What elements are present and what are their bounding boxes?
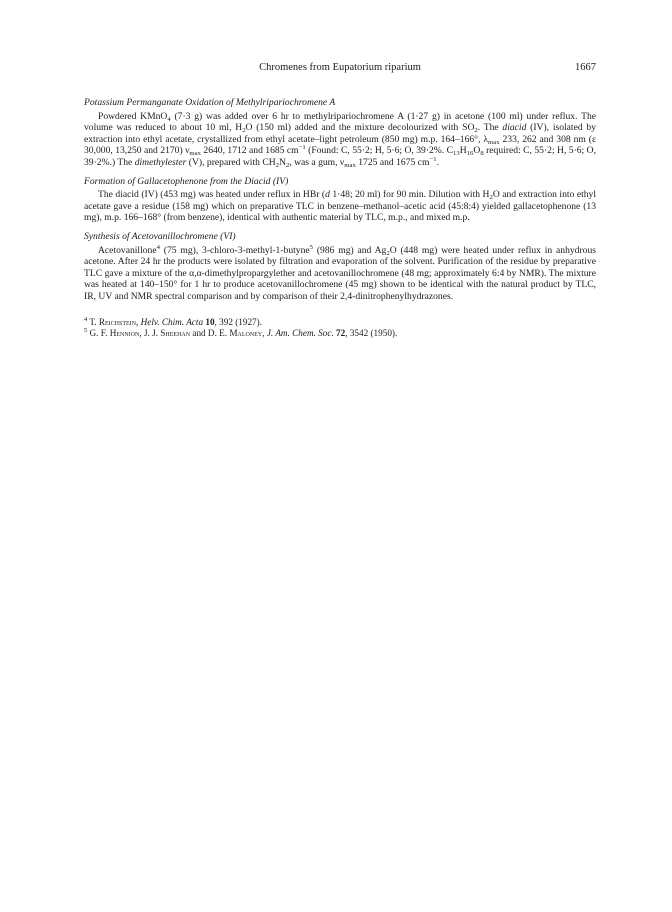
paragraph-acetovanillochromene: Acetovanillone$^4$ (75 mg), 3-chloro-3-methyl-1-butyne$^5$ (986 mg) and $Ag_2O$ (448 mg) were heated under reflux in anhydrous acetone. After 24 hr the products were isolated by filtration and evaporation of the solvent. Purification of the residue by preparative TLC gave a mixture of the α,α-dimethylpropargylether and acetovanillochromene (48 mg; approximately 6:4 by NMR). The mixture was heated at 140–150° for 1 hr to produce acetovanillochromene (45 mg) shown to be identical with the natural product by TLC, IR, UV and NMR spectral comparison and by comparison of their 2,4-dinitrophenylhydrazones. xyxy=(84,243,597,302)
section-heading-gallacetophenone: Formation of Gallacetophenone from the Diacid (IV) xyxy=(84,175,289,187)
footnotes xyxy=(84,317,596,340)
paragraph-kmno4-oxidation: Powdered KMnO$_4$ (7·3 g) was added over 6 hr to methylripariochromene A (1·27 g) in acetone (100 ml) under reflux. The volume was reduced to about 10 ml, $H_2O$ (150 ml) added and the mixture decolourized with $SO_2$. The diacid (IV), isolated by extraction into ethyl acetate, crystallized from ethyl acetate–light petroleum (850 mg) m.p. 164–166°, $\lambda_{max}$ 233, 262 and 308 nm (ε 30,000, 13,250 and 2170) $\nu_{max}$ 2640, 1712 and 1685 $cm^{-1}$ (Found: C, 55·2; H, 5·6; O, 39·2%. $C_{13}H_{16}O_8$ required: C, 55·2; H, 5·6; O, 39·2%.) The dimethylester (V), prepared with $CH_2N_2$, was a gum, $\nu_{max}$ 1725 and 1675 $cm^{-1}$. xyxy=(84,110,597,169)
article-body xyxy=(84,97,596,339)
footnote-5: $^5$ G. F. Hennion, J. J. Sheehan and D. E. Maloney, J. Am. Chem. Soc. 72, 3542 (1950). xyxy=(84,326,398,338)
footnote-4: $^4$ T. Reichstein, Helv. Chim. Acta 10, 392 (1927). xyxy=(84,315,262,327)
section-heading-acetovanillochromene: Synthesis of Acetovanillochromene (VI) xyxy=(84,230,236,242)
running-title xyxy=(84,62,596,73)
paragraph-gallacetophenone: The diacid (IV) (453 mg) was heated under reflux in HBr (d 1·48; 20 ml) for 90 min. Dilution with $H_2O$ and extraction into ethyl acetate gave a residue (158 mg) which on preparative TLC in benzene–methanol–acetic acid (45:8:4) yielded gallacetophenone (13 mg), m.p. 166–168° (from benzene), identical with authentic material by TLC, m.p., and mixed m.p. xyxy=(84,189,596,224)
footnote-marker: 5 xyxy=(84,326,88,334)
running-title-text: Chromenes from Eupatorium riparium xyxy=(259,62,421,73)
footnote-marker: 4 xyxy=(84,315,88,323)
page-number: 1667 xyxy=(575,62,596,73)
page-header xyxy=(84,62,596,78)
section-heading-kmno4-oxidation: Potassium Permanganate Oxidation of Methylripariochromene A xyxy=(84,97,336,108)
